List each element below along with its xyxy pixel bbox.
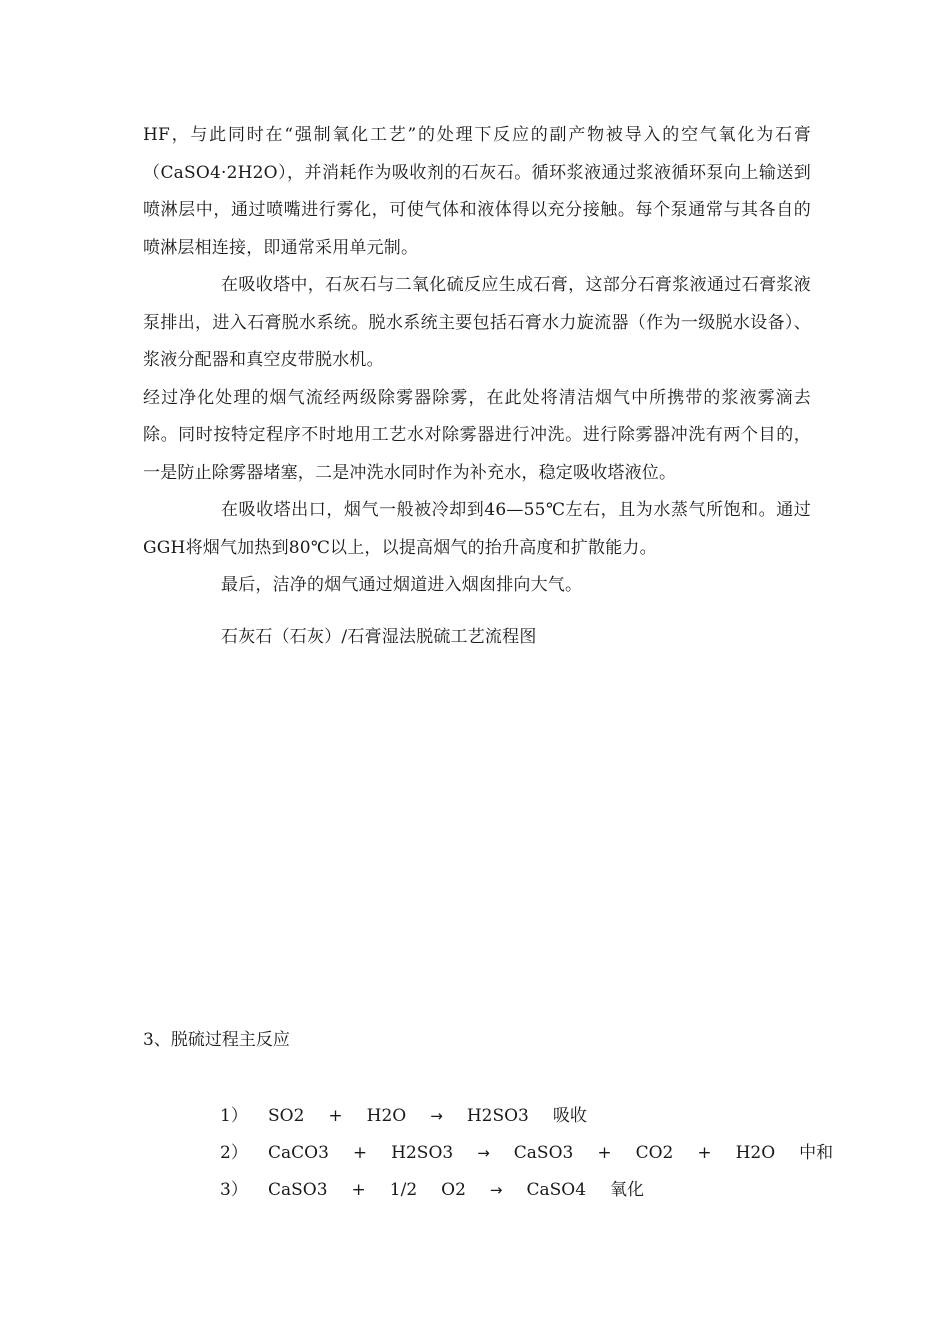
- reaction-row: [220, 1135, 833, 1172]
- reaction-term: H2SO3: [466, 1106, 529, 1126]
- paragraph-absorber-outlet: 在吸收塔出口，烟气一般被冷却到46—55℃左右，且为水蒸气所饱和。通过GGH将烟气加热到80℃以上，以提高烟气的抬升高度和扩散能力。: [143, 500, 811, 558]
- figure-caption: 石灰石（石灰）/石膏湿法脱硫工艺流程图: [221, 626, 537, 647]
- reaction-row: [220, 1172, 833, 1209]
- reaction-term: H2O: [366, 1106, 407, 1126]
- reaction-term: H2O: [735, 1143, 776, 1163]
- reaction-label: 中和: [799, 1143, 834, 1163]
- paragraph-demister: 经过净化处理的烟气流经两级除雾器除雾，在此处将清洁烟气中所携带的浆液雾滴去除。同时按特定程序不时地用工艺水对除雾器进行冲洗。进行除雾器冲洗有两个目的，一是防止除雾器堵塞，二是冲洗水同时作为补充水，稳定吸收塔液位。: [143, 387, 811, 483]
- reaction-number: 2）: [220, 1143, 248, 1163]
- reaction-label: 氧化: [610, 1180, 645, 1200]
- reaction-label: 吸收: [552, 1106, 587, 1126]
- reaction-term: O2: [441, 1180, 466, 1200]
- reaction-row: [220, 1098, 833, 1135]
- reaction-number: 3）: [220, 1180, 248, 1200]
- body-text: [143, 117, 811, 656]
- reaction-list: [220, 1098, 833, 1209]
- paragraph-chimney: 最后，洁净的烟气通过烟道进入烟囱排向大气。: [221, 575, 583, 595]
- reaction-term: CO2: [635, 1143, 674, 1163]
- reaction-operator: +: [352, 1143, 368, 1163]
- paragraph-absorber-gypsum: 在吸收塔中，石灰石与二氧化硫反应生成石膏，这部分石膏浆液通过石膏浆液泵排出，进入石膏脱水系统。脱水系统主要包括石膏水力旋流器（作为一级脱水设备）、浆液分配器和真空皮带脱水机。: [143, 275, 811, 370]
- reaction-number: 1）: [220, 1106, 248, 1126]
- reaction-operator: +: [697, 1143, 712, 1163]
- reaction-term: H2SO3: [391, 1143, 454, 1163]
- paragraph-process-description: HF，与此同时在“强制氧化工艺”的处理下反应的副产物被导入的空气氧化为石膏（CaSO4·2H2O），并消耗作为吸收剂的石灰石。循环浆液通过浆液循环泵向上输送到喷淋层中，通过喷嘴进行雾化，可使气体和液体得以充分接触。每个泵通常与其各自的喷淋层相连接，即通常采用单元制。: [143, 125, 811, 258]
- reaction-arrow-icon: →: [489, 1181, 503, 1199]
- reaction-operator: +: [328, 1106, 343, 1126]
- reaction-term: CaSO3: [513, 1143, 574, 1163]
- reaction-operator: +: [351, 1180, 366, 1200]
- reaction-term: CaSO4: [526, 1180, 587, 1200]
- reaction-term: CaSO3: [268, 1180, 328, 1200]
- reaction-term: CaCO3: [268, 1143, 329, 1163]
- section-heading: 3、脱硫过程主反应: [143, 1030, 290, 1050]
- reaction-operator: +: [597, 1143, 612, 1163]
- reaction-term: SO2: [268, 1106, 305, 1126]
- reaction-arrow-icon: →: [477, 1144, 490, 1162]
- reaction-term: 1/2: [389, 1180, 418, 1200]
- reaction-arrow-icon: →: [430, 1107, 443, 1125]
